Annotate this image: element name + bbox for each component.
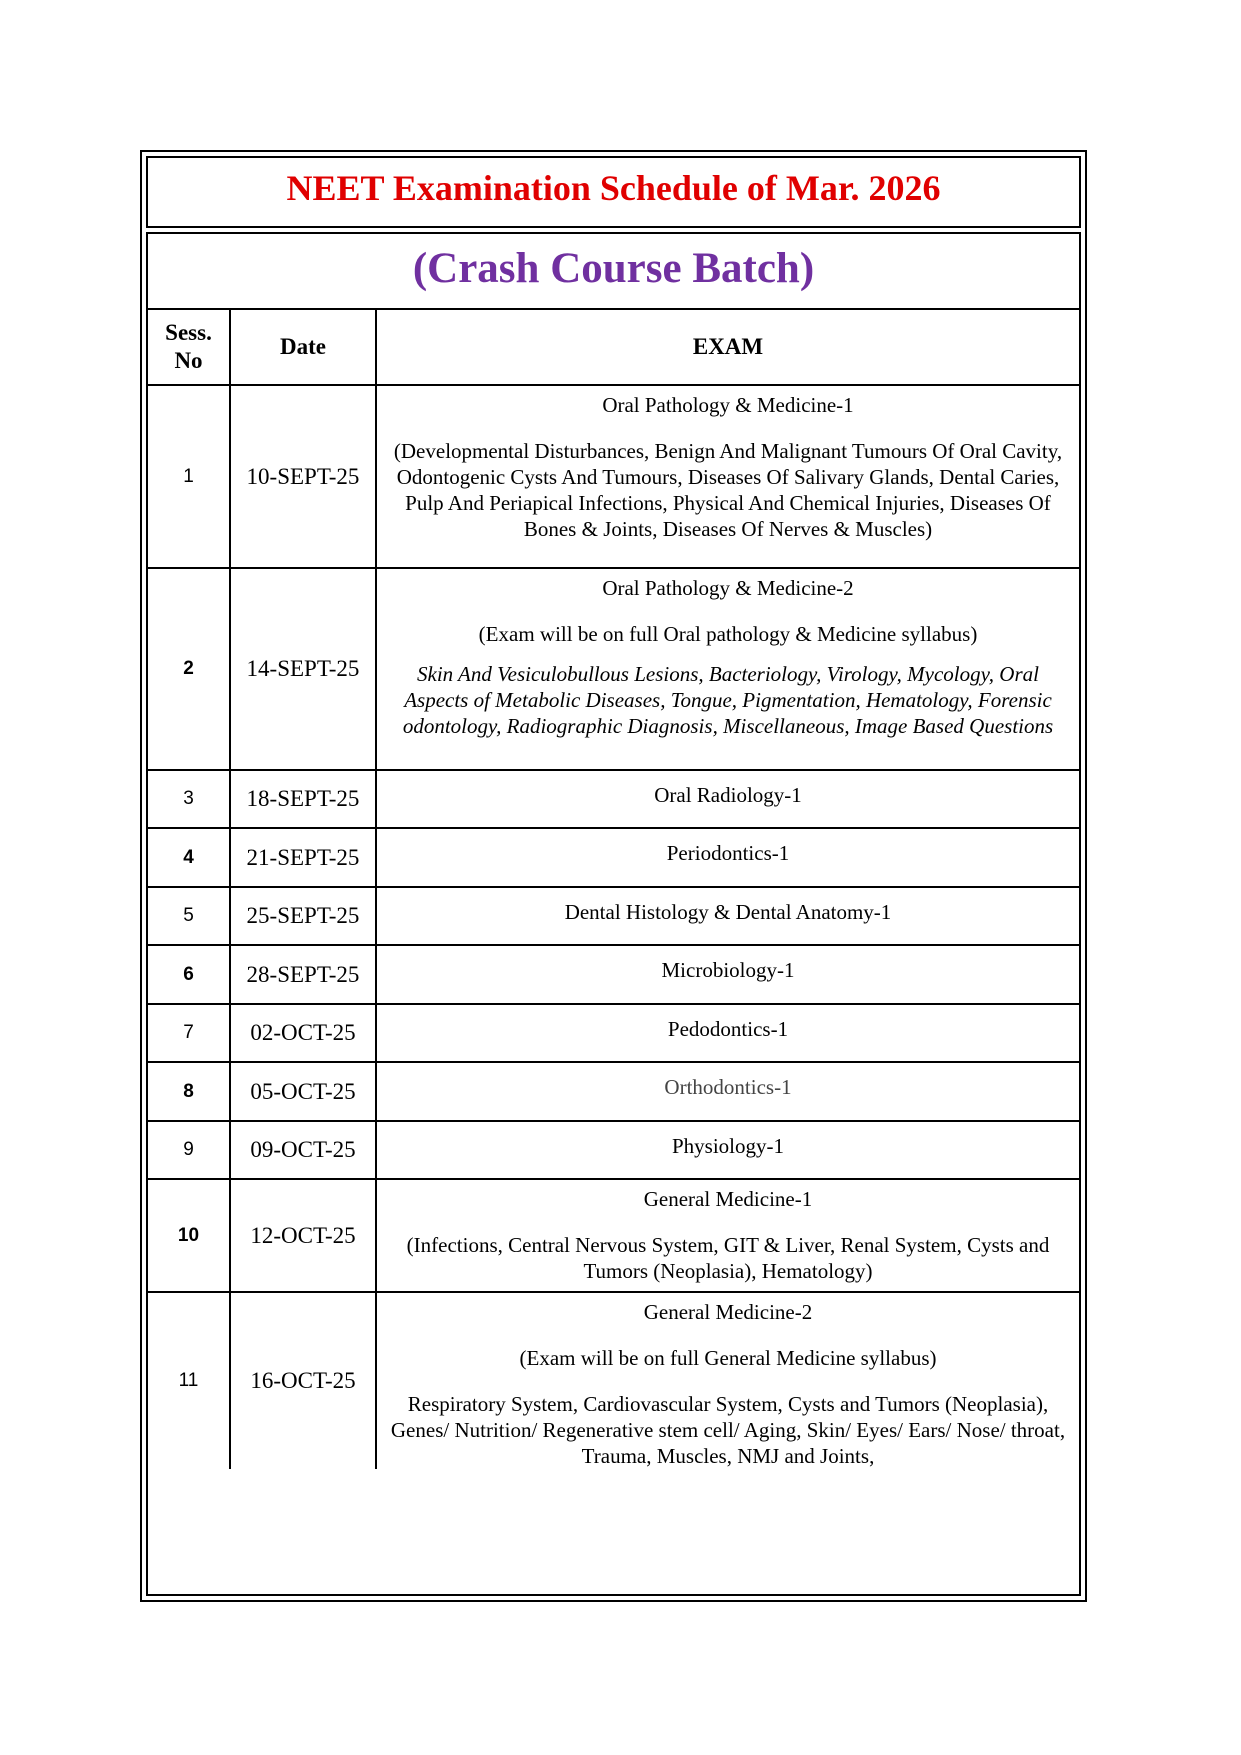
exam-detail: (Developmental Disturbances, Benign And Malignant Tumours Of Oral Cavity, Odontogenic Cysts And Tumours, Diseases Of Salivary Glands, Dental Caries, Pulp And Periapical Infections, Physical And Chemical Injuries, Diseases Of Bones & Joints, Diseases Of Nerves & Muscles) xyxy=(393,439,1063,541)
exam-note: (Exam will be on full General Medicine syllabus) xyxy=(519,1346,937,1370)
exam-name: Oral Pathology & Medicine-1 xyxy=(602,393,854,417)
schedule-grid xyxy=(146,232,1081,1596)
exam-date: 14-SEPT-25 xyxy=(230,568,376,770)
sess-no: 5 xyxy=(148,887,230,945)
sess-no: 8 xyxy=(148,1062,230,1121)
exam-name: General Medicine-2 xyxy=(643,1300,813,1324)
table-row xyxy=(148,770,1079,828)
schedule-table xyxy=(148,310,1079,1469)
exam-name: Periodontics-1 xyxy=(376,828,1079,887)
exam-cell xyxy=(376,568,1079,770)
header-sess-line1: Sess. xyxy=(165,320,212,345)
table-row xyxy=(148,887,1079,945)
sess-no: 11 xyxy=(148,1292,230,1469)
exam-date: 28-SEPT-25 xyxy=(230,945,376,1004)
header-exam: EXAM xyxy=(376,310,1079,385)
table-row xyxy=(148,1179,1079,1292)
exam-cell xyxy=(376,1179,1079,1292)
exam-note: (Exam will be on full Oral pathology & Medicine syllabus) xyxy=(478,622,978,646)
table-row xyxy=(148,1292,1079,1469)
exam-name: Pedodontics-1 xyxy=(376,1004,1079,1062)
exam-name: Orthodontics-1 xyxy=(376,1062,1079,1121)
exam-date: 05-OCT-25 xyxy=(230,1062,376,1121)
table-row xyxy=(148,385,1079,568)
sess-no: 6 xyxy=(148,945,230,1004)
exam-detail: Respiratory System, Cardiovascular System, Cysts and Tumors (Neoplasia), Genes/ Nutrition/ Regenerative stem cell/ Aging, Skin/ Eyes/ Ears/ Nose/ throat, Trauma, Muscles, NMJ and Joints, xyxy=(390,1392,1066,1468)
exam-name: Dental Histology & Dental Anatomy-1 xyxy=(376,887,1079,945)
page-title: NEET Examination Schedule of Mar. 2026 xyxy=(286,168,941,208)
exam-name: Physiology-1 xyxy=(376,1121,1079,1179)
exam-cell xyxy=(376,385,1079,568)
exam-detail: (Infections, Central Nervous System, GIT & Liver, Renal System, Cysts and Tumors (Neoplasia), Hematology) xyxy=(406,1233,1050,1283)
header-date: Date xyxy=(230,310,376,385)
header-sess-line2: No xyxy=(174,348,203,373)
exam-name: Oral Pathology & Medicine-2 xyxy=(602,576,854,600)
exam-name: Microbiology-1 xyxy=(376,945,1079,1004)
exam-date: 10-SEPT-25 xyxy=(230,385,376,568)
table-row xyxy=(148,568,1079,770)
sess-no: 1 xyxy=(148,385,230,568)
exam-cell xyxy=(376,1292,1079,1469)
table-row xyxy=(148,945,1079,1004)
sess-no: 4 xyxy=(148,828,230,887)
exam-date: 09-OCT-25 xyxy=(230,1121,376,1179)
subtitle-row xyxy=(148,234,1079,310)
title-box xyxy=(146,156,1081,228)
sess-no: 3 xyxy=(148,770,230,828)
exam-date: 25-SEPT-25 xyxy=(230,887,376,945)
exam-date: 02-OCT-25 xyxy=(230,1004,376,1062)
exam-name: General Medicine-1 xyxy=(643,1187,813,1211)
exam-date: 21-SEPT-25 xyxy=(230,828,376,887)
header-sess xyxy=(148,310,230,385)
exam-date: 12-OCT-25 xyxy=(230,1179,376,1292)
exam-date: 16-OCT-25 xyxy=(230,1292,376,1469)
sess-no: 2 xyxy=(148,568,230,770)
header-row xyxy=(148,310,1079,385)
batch-subtitle: (Crash Course Batch) xyxy=(412,244,815,292)
table-row xyxy=(148,1062,1079,1121)
exam-date: 18-SEPT-25 xyxy=(230,770,376,828)
table-row xyxy=(148,828,1079,887)
exam-detail: Skin And Vesiculobullous Lesions, Bacteriology, Virology, Mycology, Oral Aspects of Metabolic Diseases, Tongue, Pigmentation, Hematology, Forensic odontology, Radiographic Diagnosis, Miscellaneous, Image Based Questions xyxy=(402,662,1054,738)
table-row xyxy=(148,1004,1079,1062)
sess-no: 10 xyxy=(148,1179,230,1292)
schedule-frame xyxy=(140,150,1087,1602)
sess-no: 7 xyxy=(148,1004,230,1062)
table-row xyxy=(148,1121,1079,1179)
exam-name: Oral Radiology-1 xyxy=(376,770,1079,828)
sess-no: 9 xyxy=(148,1121,230,1179)
